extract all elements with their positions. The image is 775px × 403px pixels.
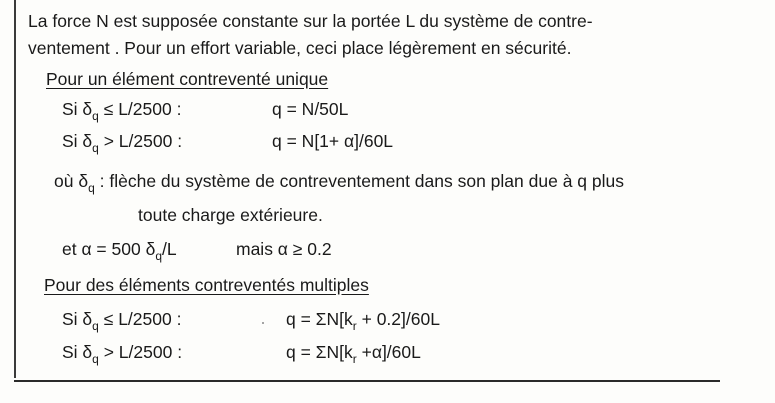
multiple-elements-heading: Pour des éléments contreventés multiples <box>44 275 369 295</box>
multiple-condition-2: Si $\delta_q > L/2500$ : <box>62 342 183 366</box>
single-element-heading: Pour un élément contreventé unique <box>46 69 329 89</box>
single-formula-1: q = N/50L <box>272 99 349 119</box>
where-definition: où $\delta_q$ : flèche du système de contreventement dans son plan due à q plus <box>54 171 624 195</box>
multiple-formula-2: $q = \Sigma N[k_r +\alpha]/60L$ <box>286 342 421 366</box>
bottom-rule <box>14 380 720 382</box>
left-margin-rule <box>14 0 16 378</box>
single-formula-2: q = N[1+ α]/60L <box>272 131 394 151</box>
where-continuation: toute charge extérieure. <box>138 205 323 225</box>
intro-line-1: La force N est supposée constante sur la portée L du système de contre- <box>28 11 593 31</box>
intro-line-2: ventement . Pour un effort variable, ceci place légèrement en sécurité. <box>28 38 572 58</box>
multiple-condition-1: Si $\delta_q \le L/2500$ : <box>62 309 182 333</box>
alpha-condition: mais α ≥ 0.2 <box>236 239 332 259</box>
alpha-definition: et α = 500 $\delta_q/L$ <box>62 239 177 263</box>
multiple-formula-1: $q = \Sigma N[k_r + 0.2]/60L$ <box>286 309 440 333</box>
single-condition-2: Si $\delta_q > L/2500$ : <box>62 131 183 155</box>
scan-speck <box>262 322 264 324</box>
single-condition-1: Si $\delta_q \le L/2500$ : <box>62 99 182 123</box>
